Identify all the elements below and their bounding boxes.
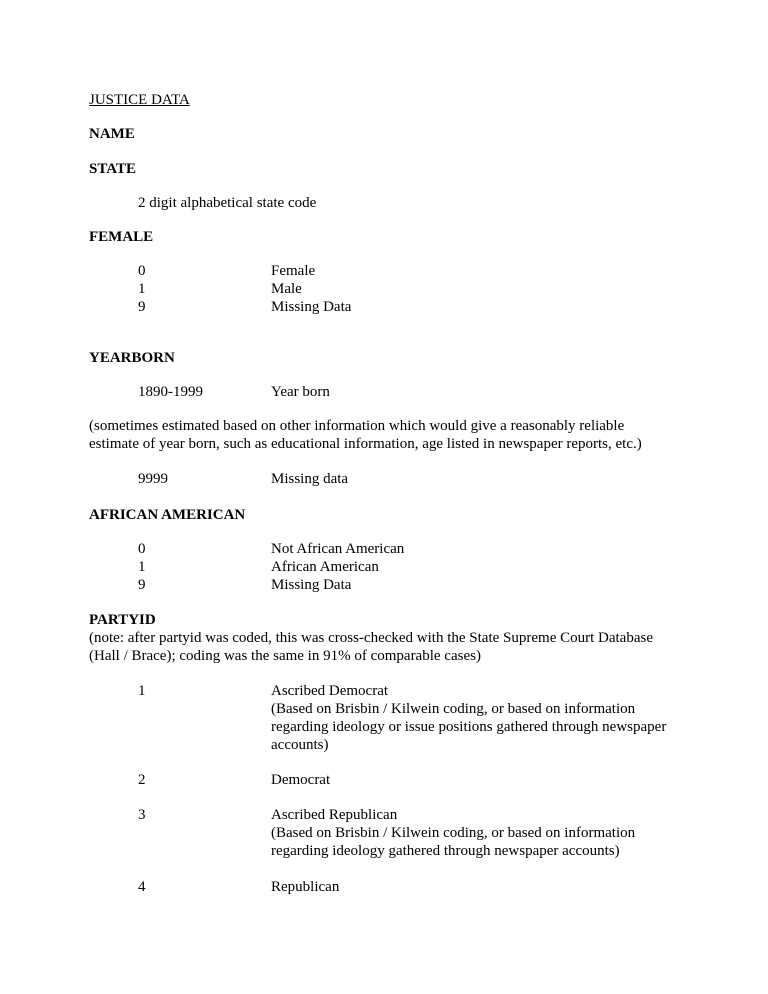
yearborn-missing-code: 9999 (138, 471, 168, 487)
female-label: Female (271, 263, 316, 279)
partyid-code: 3 (138, 807, 146, 823)
african-american-code: 1 (138, 559, 146, 575)
document-title: JUSTICE DATA (89, 92, 190, 108)
african-american-heading: AFRICAN AMERICAN (89, 507, 246, 523)
partyid-code: 4 (138, 879, 146, 895)
female-heading: FEMALE (89, 229, 154, 245)
state-heading: STATE (89, 161, 136, 177)
yearborn-heading: YEARBORN (89, 350, 175, 366)
yearborn-note-line: estimate of year born, such as educational information, age listed in newspaper reports, etc.) (89, 436, 642, 452)
partyid-label: Ascribed Democrat (271, 683, 389, 699)
yearborn-missing-label: Missing data (271, 471, 349, 487)
partyid-detail-line: (Based on Brisbin / Kilwein coding, or based on information (271, 701, 636, 717)
partyid-detail-line: (Based on Brisbin / Kilwein coding, or based on information (271, 825, 636, 841)
female-code: 0 (138, 263, 146, 279)
yearborn-range-code: 1890-1999 (138, 384, 203, 400)
african-american-label: Missing Data (271, 577, 352, 593)
partyid-label: Republican (271, 879, 340, 895)
yearborn-range-label: Year born (271, 384, 330, 400)
partyid-detail-line: accounts) (271, 737, 329, 753)
female-label: Missing Data (271, 299, 352, 315)
african-american-code: 9 (138, 577, 146, 593)
partyid-note-line: (note: after partyid was coded, this was cross-checked with the State Supreme Court Database (89, 630, 653, 646)
partyid-code: 1 (138, 683, 146, 699)
partyid-heading: PARTYID (89, 612, 156, 628)
female-code: 9 (138, 299, 146, 315)
female-code: 1 (138, 281, 146, 297)
name-heading: NAME (89, 126, 135, 142)
partyid-detail-line: regarding ideology gathered through newspaper accounts) (271, 843, 620, 859)
african-american-code: 0 (138, 541, 146, 557)
african-american-label: Not African American (271, 541, 405, 557)
african-american-label: African American (271, 559, 379, 575)
partyid-code: 2 (138, 772, 146, 788)
female-label: Male (271, 281, 302, 297)
yearborn-note-line: (sometimes estimated based on other information which would give a reasonably reliable (89, 418, 625, 434)
partyid-label: Ascribed Republican (271, 807, 398, 823)
partyid-label: Democrat (271, 772, 331, 788)
partyid-detail-line: regarding ideology or issue positions gathered through newspaper (271, 719, 667, 735)
state-description: 2 digit alphabetical state code (138, 195, 317, 211)
partyid-note-line: (Hall / Brace); coding was the same in 91% of comparable cases) (89, 648, 481, 664)
